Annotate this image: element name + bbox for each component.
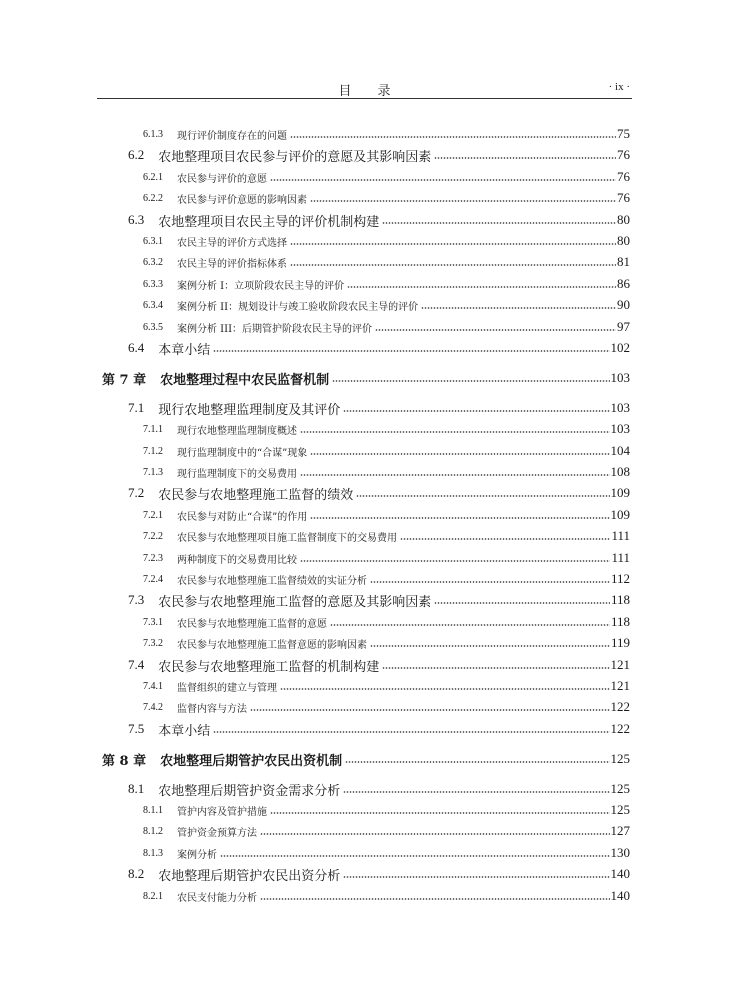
toc-entry-title: 农民参与农地整理施工监督意愿的影响因素 [177,639,367,651]
toc-entry-page: 86 [617,276,630,291]
toc-entry-number: 第 7 章 [102,372,147,388]
dot-leader [280,688,610,690]
toc-entry-title: 监督内容与方法 [177,703,247,715]
toc-entry-number: 6.3.5 [143,321,163,333]
toc-entry-title: 农民参与农地整理施工监督绩效的实证分析 [177,575,367,587]
toc-entry-page: 122 [610,699,630,714]
toc-entry-page: 97 [617,319,630,334]
toc-entry-title: 案例分析 [177,849,217,861]
toc-entry-page: 112 [610,571,630,586]
toc-entry-number: 7.4.1 [143,680,163,692]
dot-leader [356,495,609,497]
dot-leader [382,667,609,669]
toc-entry-number: 8.2 [128,866,145,881]
toc-entry-number: 8.2.1 [143,890,163,902]
toc-entry-title: 农民参与对防止“合谋”的作用 [177,511,308,523]
toc-entry-number: 6.3.2 [143,256,163,268]
toc-entry-page: 90 [617,297,630,312]
toc-subsection-entry [143,274,630,294]
dot-leader [300,474,610,476]
toc-entry-number: 6.2.2 [143,192,163,204]
toc-entry-title: 管护内容及管护措施 [177,806,267,818]
toc-entry-page: 125 [610,802,630,817]
toc-entry-title: 农地整理项目农民参与评价的意愿及其影响因素 [158,149,432,165]
toc-section-entry [128,655,630,675]
toc-entry-page: 103 [610,370,630,385]
toc-subsection-entry [143,886,630,906]
toc-entry-page: 121 [610,657,630,672]
dot-leader [300,431,610,433]
toc-entry-title: 农地整理后期管护农民出资分析 [158,868,341,884]
dot-leader [260,833,610,835]
toc-entry-number: 6.3 [128,212,145,227]
toc-subsection-entry [143,462,630,482]
toc-section-entry [128,210,630,230]
toc-subsection-entry [143,676,630,696]
dot-leader [347,286,616,288]
toc-entry-title: 农民参与农地整理施工监督的机制构建 [158,659,380,675]
toc-entry-title: 本章小结 [158,342,211,358]
toc-section-entry [128,483,630,503]
toc-entry-title: 农民参与农地整理项目施工监督制度下的交易费用 [177,532,397,544]
toc-entry-title: 农民参与农地整理施工监督的绩效 [158,487,354,503]
toc-entry-number: 6.3.3 [143,278,163,290]
toc-entry-title: 案例分析 II：规划设计与竣工验收阶段农民主导的评价 [177,301,419,313]
toc-entry-title: 现行监理制度下的交易费用 [177,468,297,480]
toc-entry-title: 现行监理制度中的“合谋”现象 [177,447,308,459]
toc-entry-title: 农地整理后期管护农民出资机制 [160,753,343,769]
toc-entry-title: 管护资金预算方法 [177,827,257,839]
toc-entry-title: 农民主导的评价指标体系 [177,258,287,270]
toc-entry-number: 7.2.3 [143,552,163,564]
running-header-title: 目录 [338,84,417,99]
toc-entry-number: 7.1.3 [143,466,163,478]
toc-entry-page: 140 [610,866,630,881]
toc-entry-page: 125 [610,751,630,766]
toc-entry-page: 80 [617,233,630,248]
dot-leader [310,517,609,519]
dot-leader [270,812,610,814]
toc-entry-number: 7.4 [128,657,145,672]
dot-leader [345,761,609,763]
toc-subsection-entry [143,295,630,315]
toc-entry-page: 108 [610,464,630,479]
dot-leader [270,179,616,181]
toc-entry-number: 第 8 章 [102,753,147,769]
toc-entry-number: 7.1.1 [143,423,163,435]
dot-leader [434,602,610,604]
toc-entry-number: 6.2.1 [143,171,163,183]
toc-section-entry [128,590,630,610]
toc-entry-number: 7.3 [128,592,145,607]
dot-leader [343,791,609,793]
dot-leader [260,898,610,900]
toc-entry-number: 6.3.1 [143,235,163,247]
toc-entry-title: 农地整理项目农民主导的评价机制构建 [158,214,380,230]
toc-entry-number: 8.1.1 [143,804,163,816]
toc-entry-number: 7.1.2 [143,445,163,457]
dot-leader [343,876,609,878]
toc-entry-number: 7.1 [128,400,145,415]
dot-leader [213,731,609,733]
toc-chapter-entry [102,749,630,769]
toc-entry-number: 6.1.3 [143,128,163,140]
toc-entry-page: 119 [610,635,630,650]
toc-subsection-entry [143,569,630,589]
toc-entry-page: 118 [610,614,630,629]
toc-entry-page: 81 [617,254,630,269]
toc-entry-number: 8.1.3 [143,847,163,859]
toc-subsection-entry [143,843,630,863]
toc-section-entry [128,719,630,739]
toc-entry-title: 农民参与评价意愿的影响因素 [177,194,307,206]
toc-entry-number: 7.2.2 [143,530,163,542]
toc-entry-page: 125 [610,781,630,796]
dot-leader [370,581,610,583]
toc-entry-number: 7.3.1 [143,616,163,628]
toc-entry-title: 农民参与农地整理施工监督的意愿 [177,618,327,630]
toc-entry-page: 104 [610,443,630,458]
toc-entry-title: 现行评价制度存在的问题 [177,130,287,142]
toc-subsection-entry [143,633,630,653]
toc-entry-page: 140 [610,888,630,903]
toc-entry-page: 76 [617,169,630,184]
toc-section-entry [128,338,630,358]
toc-entry-number: 6.4 [128,340,145,355]
dot-leader [290,136,616,138]
dot-leader [250,709,610,711]
toc-entry-title: 农地整理过程中农民监督机制 [160,372,330,388]
toc-entry-page: 130 [610,845,630,860]
toc-subsection-entry [143,505,630,525]
toc-entry-page: 103 [610,421,630,436]
toc-entry-page: 111 [611,550,630,565]
dot-leader [370,645,610,647]
toc-entry-title: 农民主导的评价方式选择 [177,237,287,249]
toc-entry-number: 8.1.2 [143,825,163,837]
toc-section-entry [128,779,630,799]
toc-subsection-entry [143,124,630,144]
toc-entry-page: 76 [617,190,630,205]
toc-entry-number: 6.3.4 [143,299,163,311]
toc-entry-number: 7.5 [128,721,145,736]
toc-section-entry [128,145,630,165]
toc-entry-number: 7.4.2 [143,701,163,713]
dot-leader [332,380,609,382]
dot-leader [220,855,610,857]
toc-entry-number: 8.1 [128,781,145,796]
toc-entry-title: 本章小结 [158,723,211,739]
toc-entry-page: 109 [610,485,630,500]
toc-entry-page: 76 [617,147,630,162]
dot-leader [434,157,616,159]
toc-subsection-entry [143,167,630,187]
toc-entry-page: 80 [617,212,630,227]
dot-leader [421,307,616,309]
toc-entry-title: 现行农地整理监理制度概述 [177,425,297,437]
toc-entry-title: 农民支付能力分析 [177,892,257,904]
toc-entry-title: 两种制度下的交易费用比较 [177,554,297,566]
toc-entry-number: 7.2.1 [143,509,163,521]
toc-subsection-entry [143,231,630,251]
toc-entry-title: 现行农地整理监理制度及其评价 [158,402,341,418]
dot-leader [400,538,610,540]
page-number: · ix · [608,81,630,93]
dot-leader [310,200,616,202]
toc-subsection-entry [143,800,630,820]
toc-entry-page: 127 [610,823,630,838]
toc-chapter-entry [102,368,630,388]
toc-entry-title: 农民参与农地整理施工监督的意愿及其影响因素 [158,594,432,610]
toc-entry-number: 7.2.4 [143,573,163,585]
toc-subsection-entry [143,821,630,841]
dot-leader [343,410,609,412]
toc-subsection-entry [143,419,630,439]
dot-leader [290,243,616,245]
toc-entry-title: 农地整理后期管护资金需求分析 [158,783,341,799]
toc-subsection-entry [143,317,630,337]
dot-leader [290,264,616,266]
toc-subsection-entry [143,697,630,717]
toc-entry-title: 案例分析 III：后期管护阶段农民主导的评价 [177,323,373,335]
toc-subsection-entry [143,252,630,272]
toc-section-entry [128,864,630,884]
toc-entry-title: 案例分析 I：立项阶段农民主导的评价 [177,280,345,292]
toc-subsection-entry [143,441,630,461]
toc-entry-page: 109 [610,507,630,522]
toc-entry-page: 103 [610,400,630,415]
toc-entry-page: 111 [611,528,630,543]
toc-subsection-entry [143,548,630,568]
toc-entry-number: 7.3.2 [143,637,163,649]
toc-entry-number: 7.2 [128,485,145,500]
toc-entry-number: 6.2 [128,147,145,162]
dot-leader [310,453,609,455]
toc-subsection-entry [143,526,630,546]
dot-leader [300,560,610,562]
toc-entry-page: 121 [610,678,630,693]
dot-leader [330,624,610,626]
toc-subsection-entry [143,612,630,632]
toc-subsection-entry [143,188,630,208]
toc-entry-page: 118 [610,592,630,607]
toc-entry-page: 122 [610,721,630,736]
dot-leader [382,222,616,224]
toc-entry-title: 农民参与评价的意愿 [177,173,267,185]
dot-leader [213,350,609,352]
toc-entry-title: 监督组织的建立与管理 [177,682,277,694]
dot-leader [375,329,616,331]
toc-entry-page: 75 [617,126,630,141]
toc-entry-page: 102 [610,340,630,355]
toc-section-entry [128,398,630,418]
